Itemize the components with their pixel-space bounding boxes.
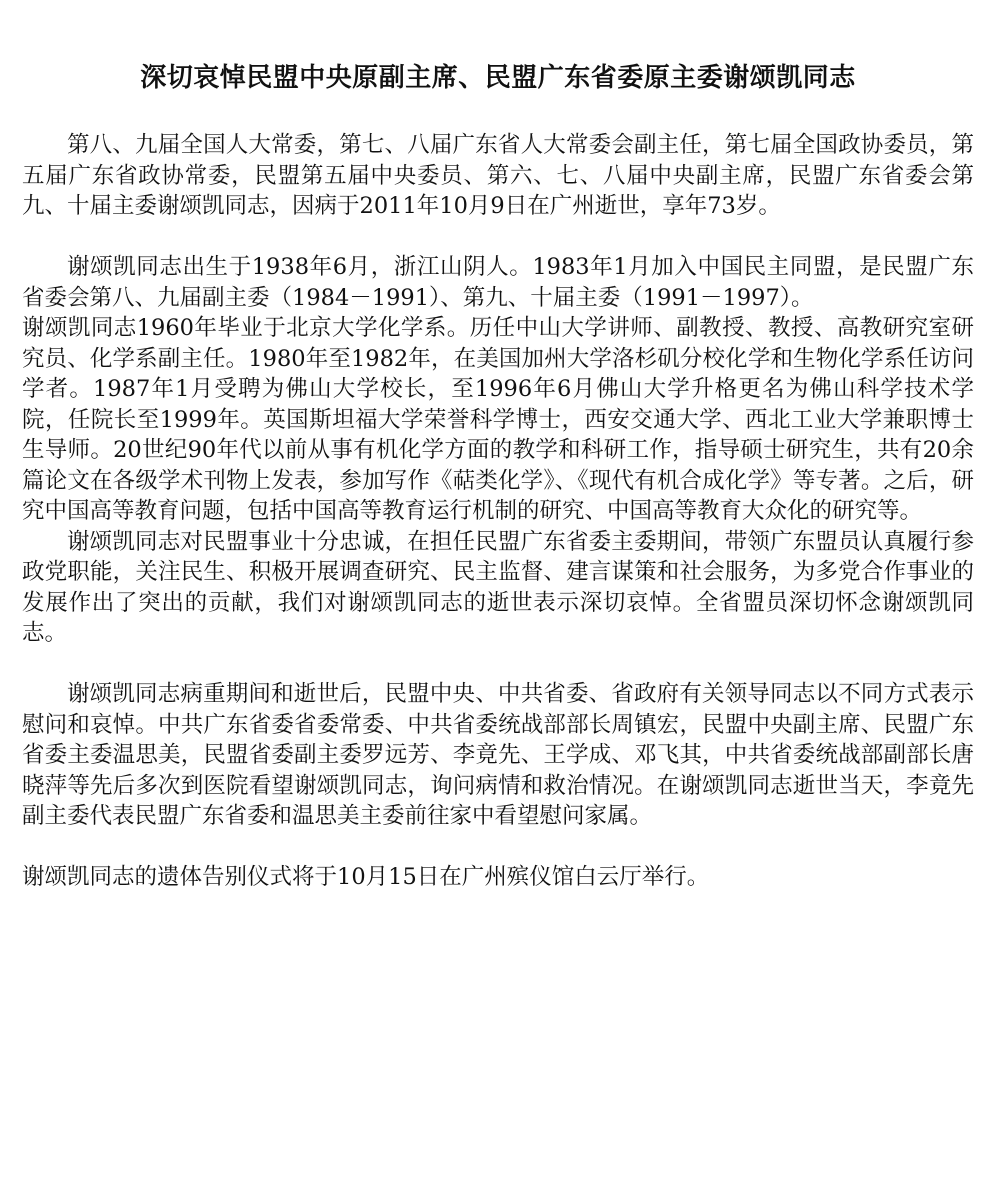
paragraph-condolences: 谢颂凯同志病重期间和逝世后，民盟中央、中共省委、省政府有关领导同志以不同方式表示慰问和哀悼。中共广东省委省委常委、中共省委统战部部长周镇宏，民盟中央副主席、民盟广东省委主委温思美，民盟省委副主委罗远芳、李竟先、王学成、邓飞其，中共省委统战部副部长唐晓萍等先后多次到医院看望谢颂凯同志，询问病情和救治情况。在谢颂凯同志逝世当天，李竟先副主委代表民盟广东省委和温思美主委前往家中看望慰问家属。 <box>22 681 974 829</box>
paragraph-biography-origin: 谢颂凯同志出生于1938年6月，浙江山阴人。1983年1月加入中国民主同盟，是民盟广东省委会第八、九届副主委（1984－1991）、第九、十届主委（1991－1997）。 <box>22 254 974 311</box>
paragraph-spacer <box>22 832 974 863</box>
paragraph-obituary-intro: 第八、九届全国人大常委，第七、八届广东省人大常委会副主任，第七届全国政协委员，第五届广东省政协常委，民盟第五届中央委员、第六、七、八届中央副主席，民盟广东省委会第九、十届主委谢颂凯同志，因病于2011年10月9日在广州逝世，享年73岁。 <box>22 132 974 219</box>
paragraph-spacer <box>22 222 974 253</box>
article-body <box>22 130 974 893</box>
paragraph-funeral-notice: 谢颂凯同志的遗体告别仪式将于10月15日在广州殡仪馆白云厅举行。 <box>22 864 710 890</box>
paragraph-contributions: 谢颂凯同志对民盟事业十分忠诚，在担任民盟广东省委主委期间，带领广东盟员认真履行参政党职能，关注民生、积极开展调查研究、民主监督、建言谋策和社会服务，为多党合作事业的发展作出了突出的贡献，我们对谢颂凯同志的逝世表示深切哀悼。全省盟员深切怀念谢颂凯同志。 <box>22 528 974 646</box>
paragraph-biography-career: 谢颂凯同志1960年毕业于北京大学化学系。历任中山大学讲师、副教授、教授、高教研究室研究员、化学系副主任。1980年至1982年，在美国加州大学洛杉矶分校化学和生物化学系任访问学者。1987年1月受聘为佛山大学校长，至1996年6月佛山大学升格更名为佛山科学技术学院，任院长至1999年。英国斯坦福大学荣誉科学博士，西安交通大学、西北工业大学兼职博士生导师。20世纪90年代以前从事有机化学方面的教学和科研工作，指导硕士研究生，共有20余篇论文在各级学术刊物上发表，参加写作《萜类化学》、《现代有机合成化学》等专著。之后，研究中国高等教育问题，包括中国高等教育运行机制的研究、中国高等教育大众化的研究等。 <box>22 315 974 524</box>
paragraph-spacer <box>22 649 974 680</box>
page-title: 深切哀悼民盟中央原副主席、民盟广东省委原主委谢颂凯同志 <box>140 63 856 93</box>
